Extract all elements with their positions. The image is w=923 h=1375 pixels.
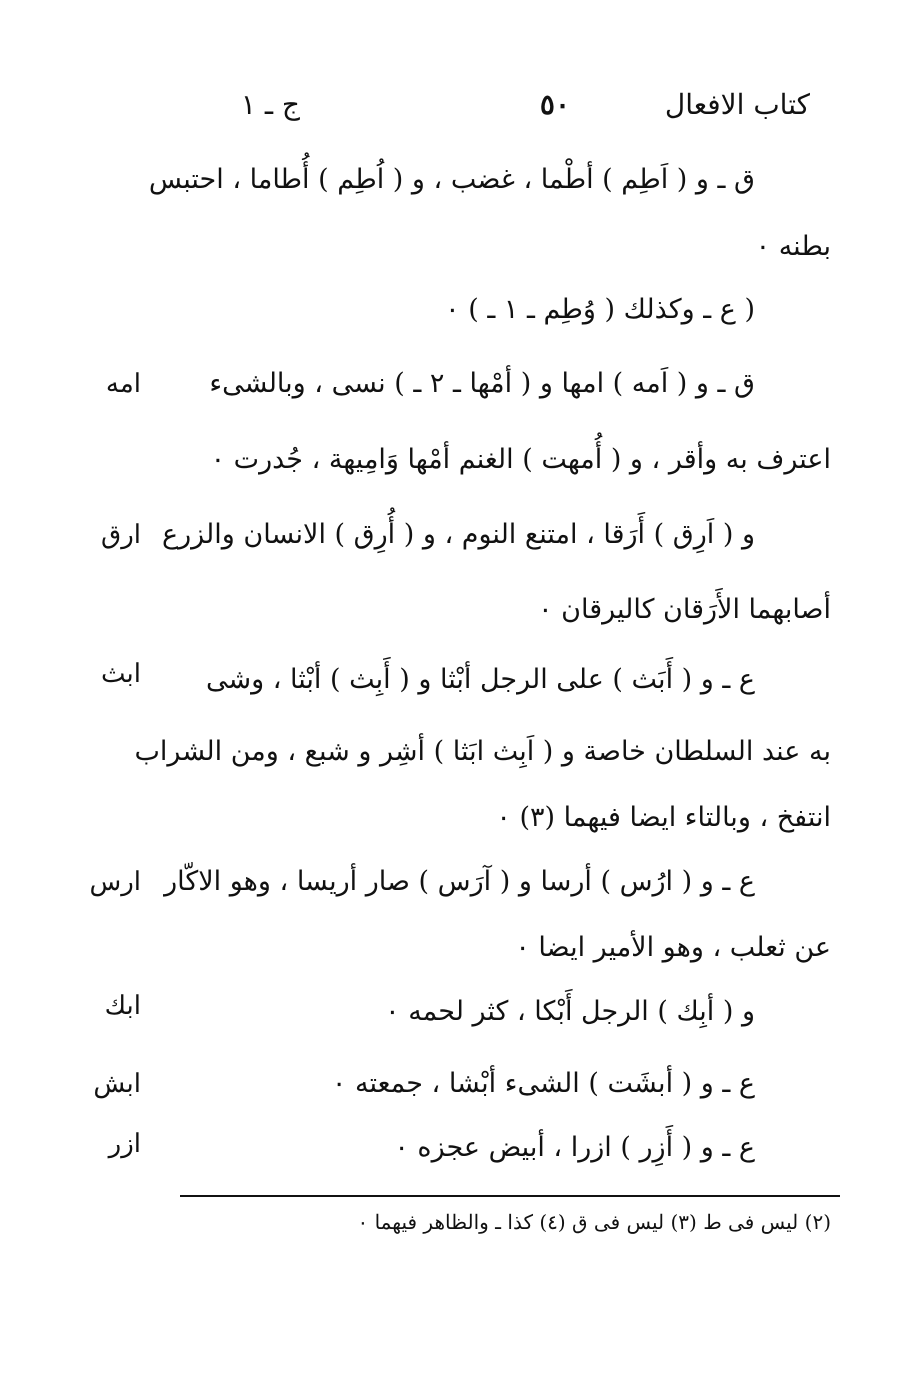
text-line: ( ع ـ وكذلك ( وُطِم ـ ١ ـ ) ٠ xyxy=(445,294,755,325)
text-line: أصابهما الأَرَقان كاليرقان ٠ xyxy=(538,594,831,625)
margin-root-word: ابث xyxy=(101,659,141,689)
text-line: ع ـ و ( أَبَث ) على الرجل أبْثا و ( أَبِث ) أبْثا ، وشى xyxy=(205,664,755,695)
text-line: انتفخ ، وبالتاء ايضا فيهما (٣) ٠ xyxy=(496,802,831,833)
footnote-divider xyxy=(180,1195,840,1197)
margin-root-word: ارق xyxy=(101,520,141,550)
text-line: ق ـ و ( اَطِم ) أطْما ، غضب ، و ( اُطِم ) أُطاما ، احتبس xyxy=(148,164,755,195)
text-line: عن ثعلب ، وهو الأمير ايضا ٠ xyxy=(515,932,831,963)
text-line: به عند السلطان خاصة و ( اَبِث ابَثا ) أشِر و شبع ، ومن الشراب xyxy=(134,736,831,767)
book-title: كتاب الافعال xyxy=(664,88,810,121)
text-line: ع ـ و ( ارُس ) أرسا و ( آرَس ) صار أريسا ، وهو الاكّار xyxy=(164,866,755,897)
margin-root-word: ارس xyxy=(89,867,141,897)
margin-root-word: ازر xyxy=(108,1129,141,1159)
volume-label: ج ـ ١ xyxy=(240,88,300,121)
margin-root-word: ابك xyxy=(104,991,141,1021)
text-line: بطنه ٠ xyxy=(755,231,831,262)
running-header xyxy=(230,88,810,138)
margin-root-word: ابش xyxy=(93,1069,141,1099)
text-line: و ( اَرِق ) أَرَقا ، امتنع النوم ، و ( أُرِق ) الانسان والزرع xyxy=(162,519,755,550)
page-number: ٥٠ xyxy=(539,88,570,121)
footnote: (٢) ليس فى ط (٣) ليس فى ق (٤) كذا ـ والظاهر فيهما ٠ xyxy=(357,1210,831,1234)
margin-root-word: امه xyxy=(105,369,141,399)
text-line: ق ـ و ( اَمه ) امها و ( أمْها ـ ٢ ـ ) نسى ، وبالشىء xyxy=(209,368,755,399)
text-line: و ( أبِك ) الرجل أَبْكا ، كثر لحمه ٠ xyxy=(385,996,755,1027)
text-line: ع ـ و ( أَزِر ) ازرا ، أبيض عجزه ٠ xyxy=(394,1132,755,1163)
text-line: ع ـ و ( أبشَت ) الشىء أبْشا ، جمعته ٠ xyxy=(331,1068,755,1099)
text-line: اعترف به وأقر ، و ( أُمهت ) الغنم أمْها وَامِيهة ، جُدرت ٠ xyxy=(210,444,831,475)
